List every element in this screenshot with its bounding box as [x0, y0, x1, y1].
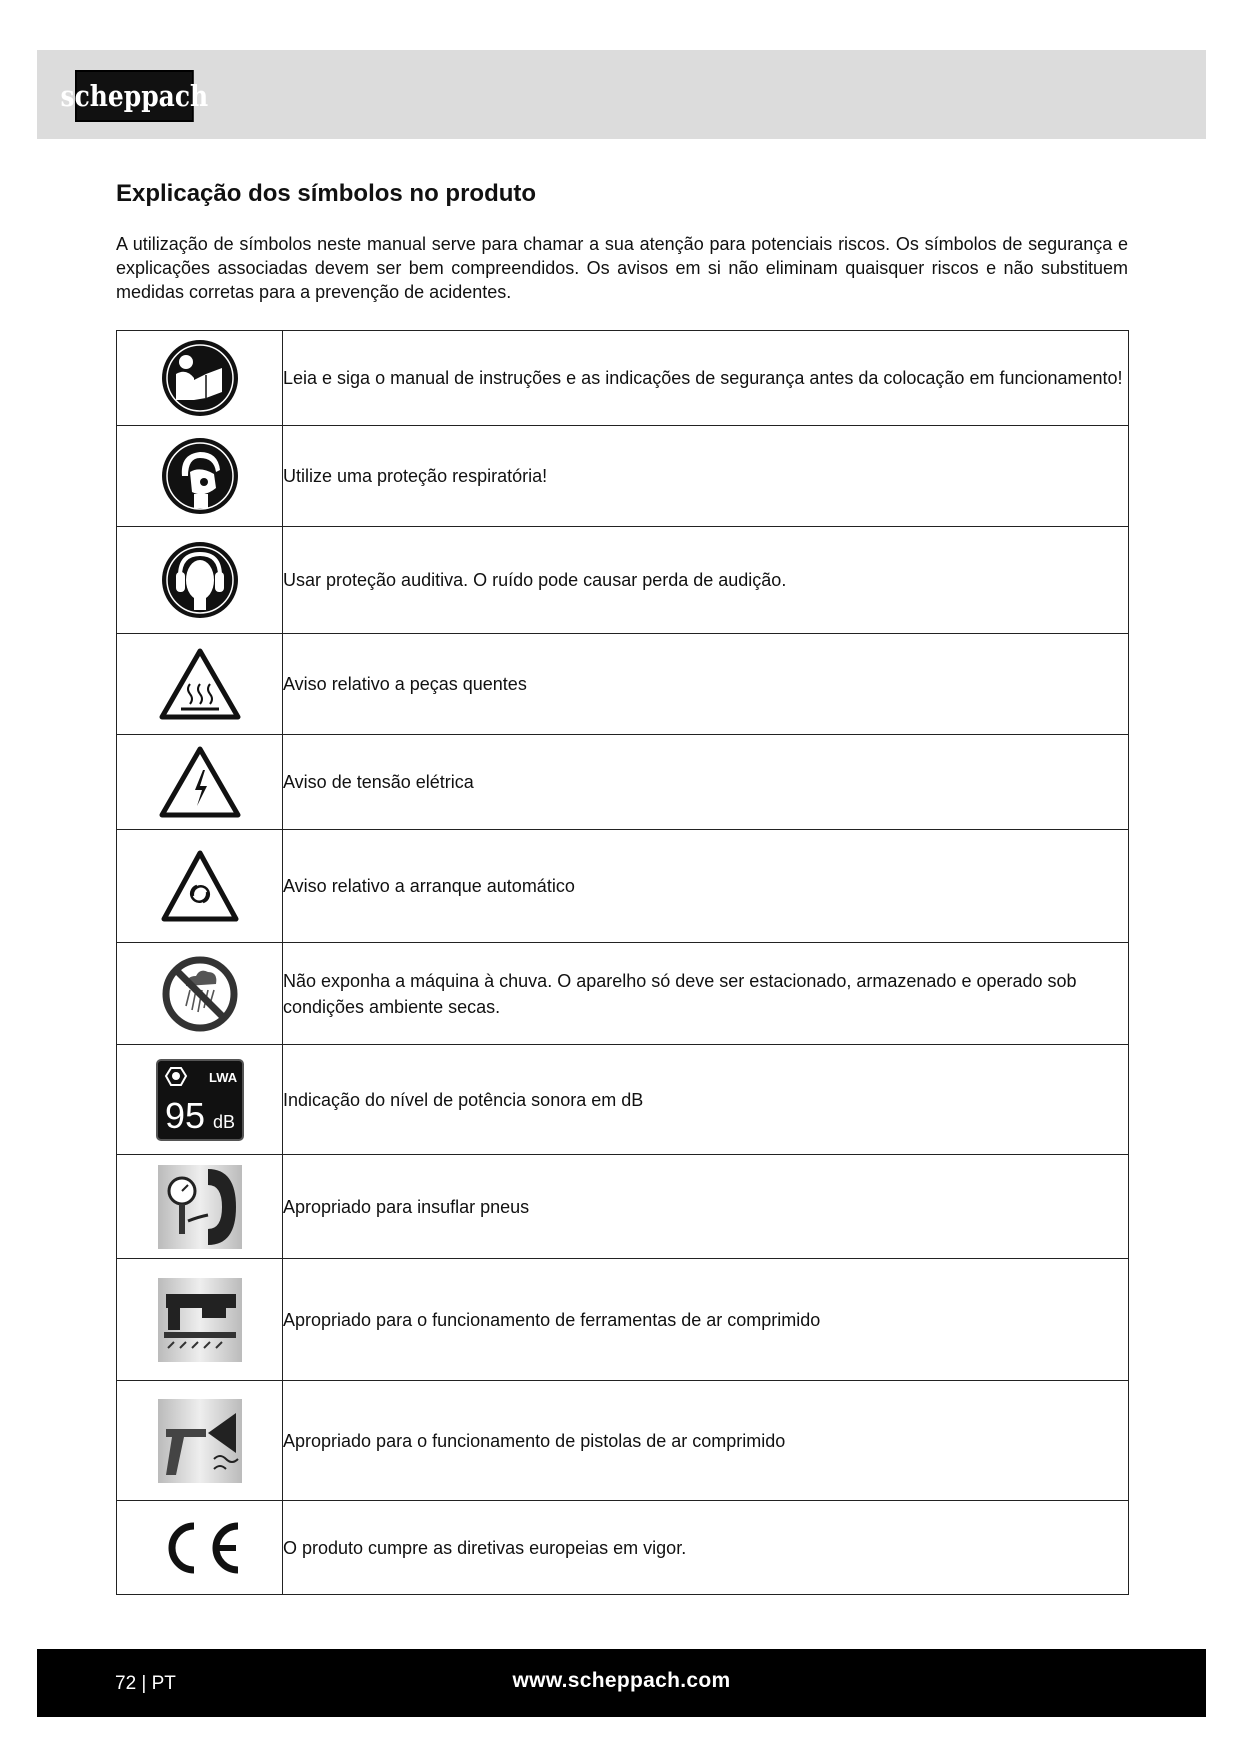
- page-title: Explicação dos símbolos no produto: [116, 180, 537, 207]
- ce-mark-icon: [158, 1518, 242, 1578]
- table-row: [117, 1259, 1129, 1381]
- sound-power-unit: dB: [212, 1111, 235, 1132]
- table-row: [117, 1045, 1129, 1155]
- ear-protection-icon: [160, 540, 240, 620]
- symbol-description: Usar proteção auditiva. O ruído pode causar perda de audição.: [283, 527, 1129, 634]
- symbol-description: Aviso relativo a arranque automático: [283, 830, 1129, 943]
- symbol-description: Apropriado para insuflar pneus: [283, 1155, 1129, 1259]
- page-number: 72 | PT: [115, 1673, 176, 1694]
- table-row: [117, 426, 1129, 527]
- symbol-description: Apropriado para o funcionamento de ferramentas de ar comprimido: [283, 1259, 1129, 1381]
- table-row: [117, 527, 1129, 634]
- intro-paragraph: A utilização de símbolos neste manual serve para chamar a sua atenção para potenciais riscos. Os símbolos de segurança e explicações associadas devem ser bem compreendidos. Os avisos em si não eliminam quaisquer riscos e não substituem medidas corretas para a prevenção de acidentes.: [116, 234, 1128, 302]
- sound-power-value: 95: [164, 1094, 205, 1136]
- respirator-icon: [160, 436, 240, 516]
- symbol-description: Indicação do nível de potência sonora em dB: [283, 1045, 1129, 1155]
- table-row: [117, 634, 1129, 735]
- symbol-description: Apropriado para o funcionamento de pistolas de ar comprimido: [283, 1381, 1129, 1501]
- table-row: [117, 1381, 1129, 1501]
- air-gun-icon: [158, 1399, 242, 1483]
- table-row: [117, 943, 1129, 1045]
- table-row: [117, 1501, 1129, 1595]
- symbol-description: Leia e siga o manual de instruções e as indicações de segurança antes da colocação em funcionamento!: [283, 331, 1129, 426]
- nail-gun-icon: [158, 1278, 242, 1362]
- read-manual-icon: [160, 338, 240, 418]
- hot-surface-warning-icon: [159, 648, 241, 720]
- electric-voltage-warning-icon: [159, 746, 241, 818]
- automatic-start-warning-icon: [161, 850, 239, 922]
- page-footer: [37, 1649, 1206, 1717]
- no-rain-icon: [160, 954, 240, 1034]
- symbols-table: [116, 330, 1129, 1595]
- tire-inflation-icon: [158, 1165, 242, 1249]
- table-row: [117, 830, 1129, 943]
- symbol-description: Aviso de tensão elétrica: [283, 735, 1129, 830]
- table-row: [117, 1155, 1129, 1259]
- table-row: [117, 331, 1129, 426]
- symbol-description: Utilize uma proteção respiratória!: [283, 426, 1129, 527]
- sound-power-level-icon: [155, 1058, 245, 1142]
- symbol-description: Não exponha a máquina à chuva. O aparelho só deve ser estacionado, armazenado e operado sob condições ambiente secas.: [283, 943, 1129, 1045]
- website-link[interactable]: www.scheppach.com: [512, 1669, 731, 1692]
- table-row: [117, 735, 1129, 830]
- sound-power-label: LWA: [208, 1069, 237, 1085]
- symbol-description: O produto cumpre as diretivas europeias em vigor.: [283, 1501, 1129, 1595]
- page-header: [37, 50, 1206, 139]
- scheppach-logo: scheppach: [75, 70, 194, 122]
- symbol-description: Aviso relativo a peças quentes: [283, 634, 1129, 735]
